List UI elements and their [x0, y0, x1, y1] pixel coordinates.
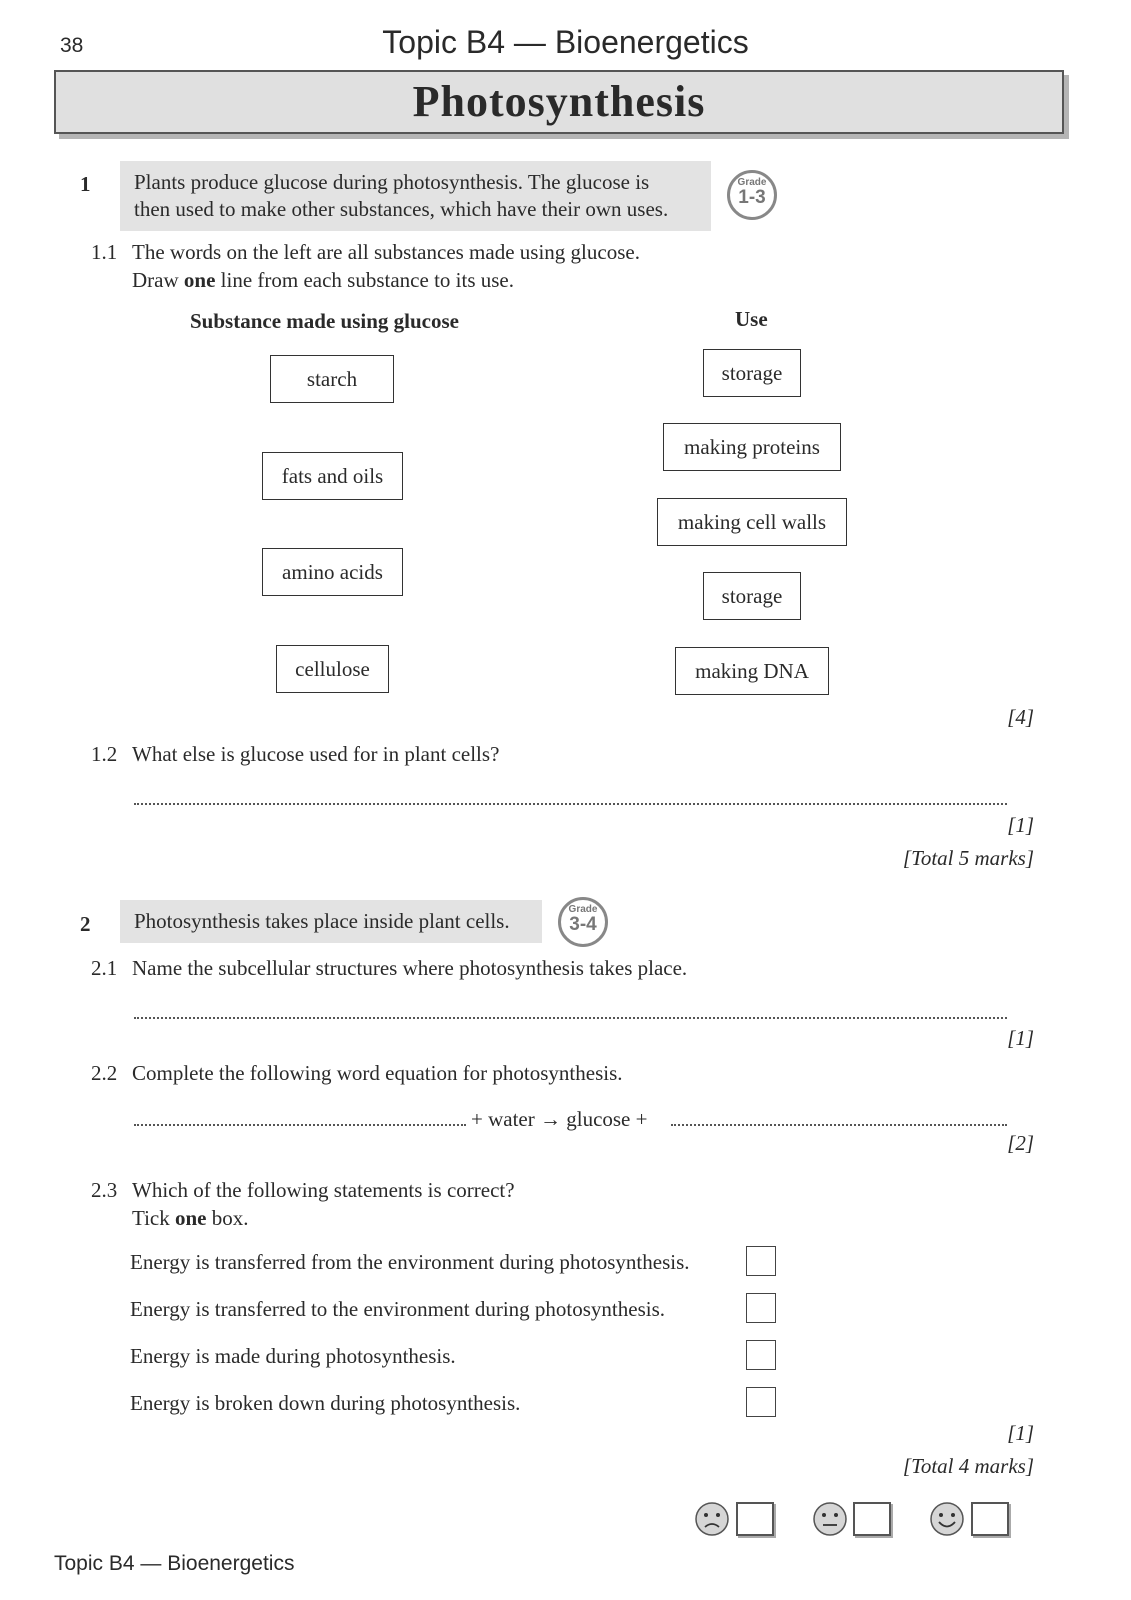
marks-2-1: [1]	[1007, 1026, 1034, 1050]
sad-face-icon	[694, 1501, 730, 1537]
page-title: Photosynthesis	[412, 77, 706, 126]
question-1-number: 1	[80, 172, 91, 196]
topic-title: Topic B4 — Bioenergetics	[382, 24, 749, 60]
substance-cellulose[interactable]: cellulose	[276, 645, 389, 693]
part-2-1-question: Name the subcellular structures where photosynthesis takes place.	[132, 956, 688, 980]
instr-pre: Tick	[132, 1206, 175, 1230]
option-1-checkbox[interactable]	[746, 1246, 776, 1276]
question-2-intro: Photosynthesis takes place inside plant cells.	[120, 900, 542, 943]
use-making-dna[interactable]: making DNA	[675, 647, 829, 695]
grade-label: Grade	[568, 904, 598, 915]
substance-starch[interactable]: starch	[270, 355, 394, 403]
line2-pre: Draw	[132, 268, 184, 292]
answer-line-2-1[interactable]	[134, 1017, 1007, 1019]
grade-range: 3-4	[569, 914, 597, 935]
neutral-face-icon	[812, 1501, 848, 1537]
use-storage-2[interactable]: storage	[703, 572, 801, 620]
marks-1-1: [4]	[1007, 705, 1034, 729]
question-2-number: 2	[80, 912, 91, 936]
substance-amino-acids[interactable]: amino acids	[262, 548, 403, 596]
total-question-1: [Total 5 marks]	[902, 846, 1034, 870]
part-1-2-question: What else is glucose used for in plant cells?	[132, 742, 500, 766]
use-heading: Use	[735, 307, 768, 331]
use-storage-1[interactable]: storage	[703, 349, 801, 397]
part-2-3-question: Which of the following statements is correct?	[132, 1178, 515, 1202]
total-question-2: [Total 4 marks]	[902, 1454, 1034, 1478]
part-2-3-text	[132, 1176, 515, 1232]
option-3-label: Energy is made during photosynthesis.	[130, 1344, 456, 1368]
grade-label: Grade	[737, 177, 767, 188]
answer-line-1-2[interactable]	[134, 803, 1007, 805]
question-1-intro-line2: then used to make other substances, which have their own uses.	[134, 197, 669, 221]
option-4-label: Energy is broken down during photosynthesis.	[130, 1391, 521, 1415]
part-1-1-line1: The words on the left are all substances made using glucose.	[132, 240, 640, 264]
line2-bold: one	[183, 268, 216, 292]
instr-post: box.	[206, 1206, 249, 1230]
equation-blank-reactant[interactable]	[134, 1124, 466, 1126]
option-1-label: Energy is transferred from the environment during photosynthesis.	[130, 1250, 690, 1274]
equation-blank-product[interactable]	[671, 1124, 1007, 1126]
option-2-checkbox[interactable]	[746, 1293, 776, 1323]
question-1-intro	[120, 161, 711, 231]
line2-post: line from each substance to its use.	[215, 268, 514, 292]
rating-box-neutral[interactable]	[853, 1502, 891, 1536]
substance-fats-and-oils[interactable]: fats and oils	[262, 452, 403, 500]
use-making-cell-walls[interactable]: making cell walls	[657, 498, 847, 546]
happy-face-icon	[929, 1501, 965, 1537]
marks-2-3: [1]	[1007, 1421, 1034, 1445]
rating-box-happy[interactable]	[971, 1502, 1009, 1536]
use-making-proteins[interactable]: making proteins	[663, 423, 841, 471]
part-2-2-number: 2.2	[91, 1061, 118, 1085]
part-2-2-question: Complete the following word equation for photosynthesis.	[132, 1061, 623, 1085]
part-2-3-number: 2.3	[91, 1178, 118, 1202]
substance-heading: Substance made using glucose	[190, 309, 459, 333]
grade-range: 1-3	[738, 187, 766, 208]
part-2-3-instruction	[132, 1204, 515, 1232]
part-1-1-line2	[132, 266, 640, 294]
marks-1-2: [1]	[1007, 813, 1034, 837]
page-number: 38	[60, 34, 84, 57]
part-1-1-number: 1.1	[91, 240, 118, 264]
part-2-1-number: 2.1	[91, 956, 118, 980]
option-4-checkbox[interactable]	[746, 1387, 776, 1417]
option-2-label: Energy is transferred to the environment during photosynthesis.	[130, 1297, 666, 1321]
instr-bold: one	[175, 1206, 207, 1230]
part-1-1-text	[132, 238, 640, 294]
question-1-intro-line1: Plants produce glucose during photosynthesis. The glucose is	[134, 170, 650, 194]
footer-topic: Topic B4 — Bioenergetics	[54, 1552, 295, 1575]
grade-badge-3-4	[558, 897, 608, 947]
equation-text: + water → glucose +	[471, 1107, 648, 1131]
part-1-2-number: 1.2	[91, 742, 118, 766]
option-3-checkbox[interactable]	[746, 1340, 776, 1370]
rating-box-sad[interactable]	[736, 1502, 774, 1536]
marks-2-2: [2]	[1007, 1131, 1034, 1155]
grade-badge-1-3	[727, 170, 777, 220]
title-banner	[54, 70, 1064, 134]
